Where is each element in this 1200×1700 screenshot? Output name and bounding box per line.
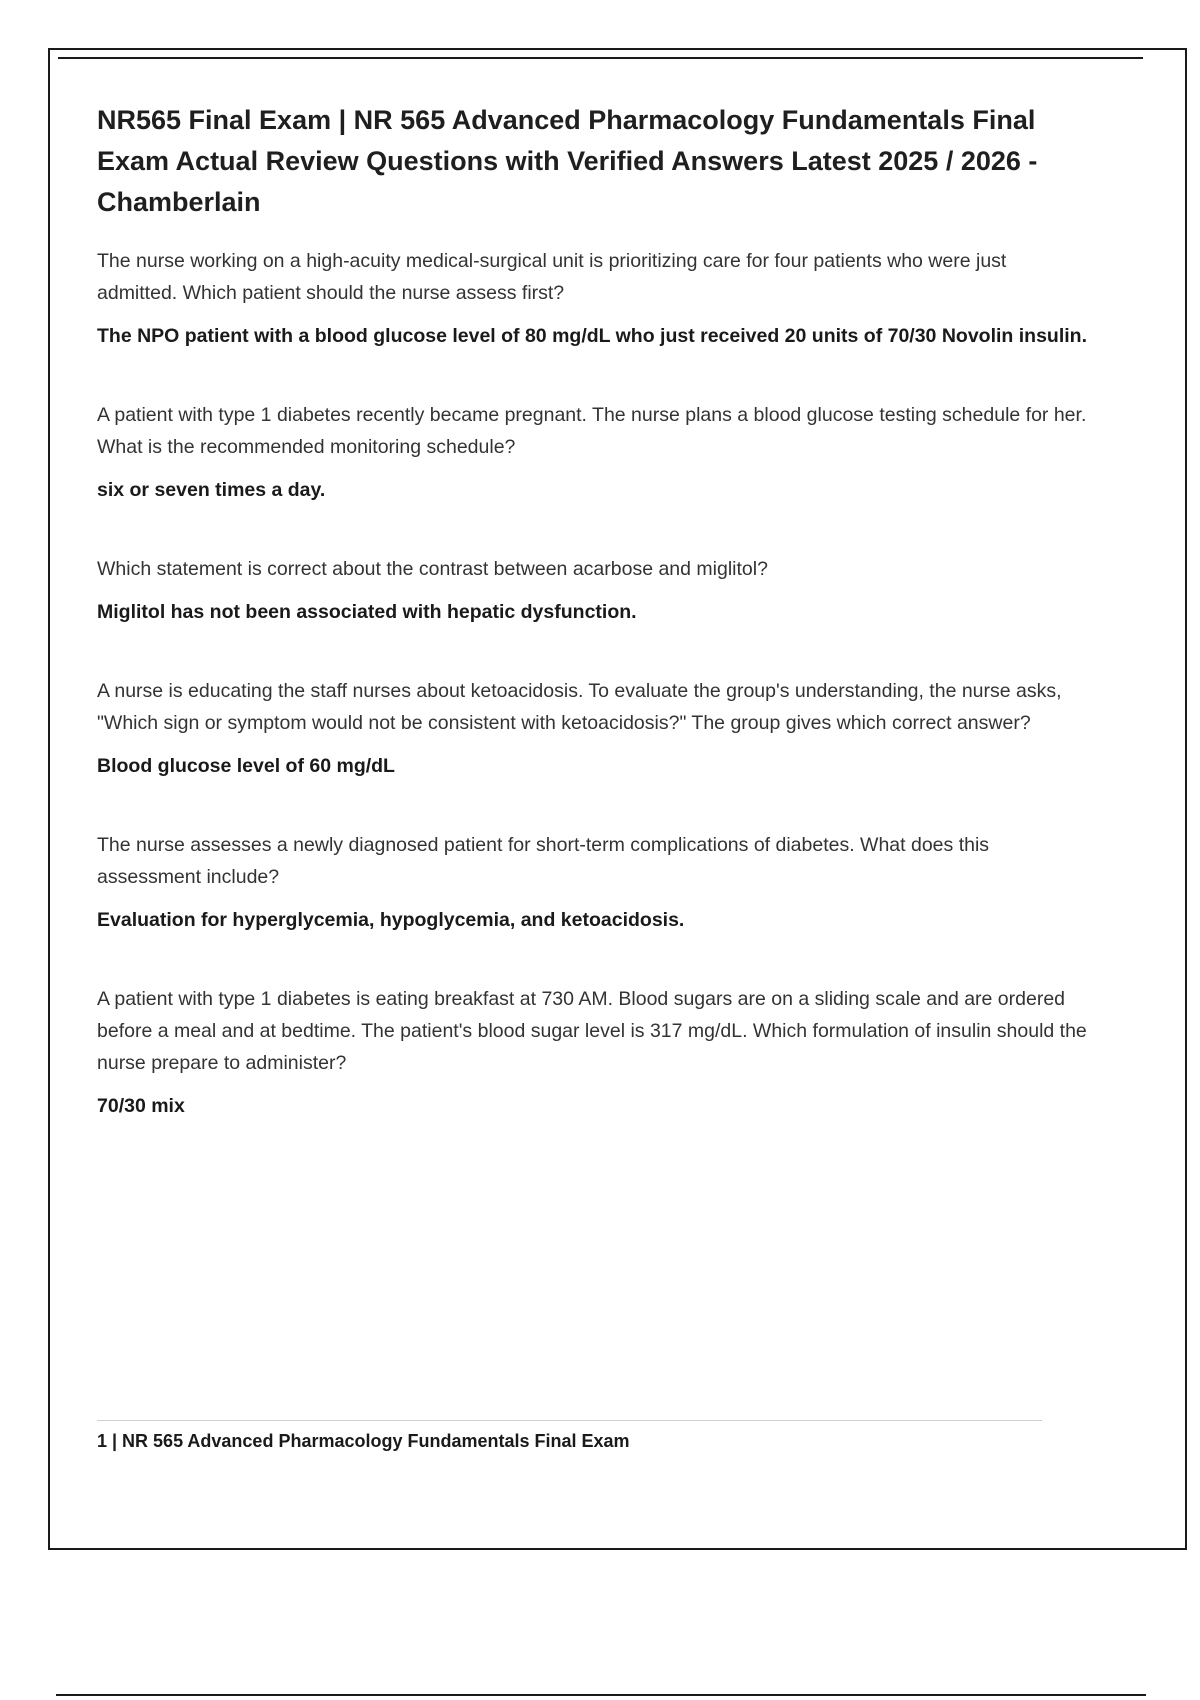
footer-divider xyxy=(97,1420,1042,1421)
document-body xyxy=(97,100,1087,1121)
qa-item-4 xyxy=(97,675,1087,781)
question-text: Which statement is correct about the contrast between acarbose and miglitol? xyxy=(97,558,768,580)
qa-item-5 xyxy=(97,829,1087,935)
answer-text: The NPO patient with a blood glucose level of 80 mg/dL who just received 20 units of 70/30 Novolin insulin. xyxy=(97,325,1087,347)
top-rule xyxy=(58,57,1143,59)
question-text: A patient with type 1 diabetes is eating breakfast at 730 AM. Blood sugars are on a sliding scale and are ordered before a meal and at bedtime. The patient's blood sugar level is 317 mg/dL. Which formulation of insulin should the nurse prepare to administer? xyxy=(97,988,1087,1074)
document-title: NR565 Final Exam | NR 565 Advanced Pharmacology Fundamentals Final Exam Actual Review Questions with Verified Answers Latest 2025 / 2026 - Chamberlain xyxy=(97,105,1038,217)
answer-text: Evaluation for hyperglycemia, hypoglycemia, and ketoacidosis. xyxy=(97,909,685,931)
qa-item-6 xyxy=(97,983,1087,1121)
qa-item-1 xyxy=(97,245,1087,351)
answer-text: Miglitol has not been associated with hepatic dysfunction. xyxy=(97,601,637,623)
question-text: A patient with type 1 diabetes recently became pregnant. The nurse plans a blood glucose testing schedule for her. What is the recommended monitoring schedule? xyxy=(97,404,1087,458)
qa-item-2 xyxy=(97,399,1087,505)
answer-text: six or seven times a day. xyxy=(97,479,326,501)
next-page-top-rule xyxy=(56,1694,1146,1696)
qa-item-3 xyxy=(97,553,1087,627)
question-text: The nurse assesses a newly diagnosed patient for short-term complications of diabetes. What does this assessment include? xyxy=(97,834,990,888)
question-text: The nurse working on a high-acuity medical-surgical unit is prioritizing care for four patients who were just admitted. Which patient should the nurse assess first? xyxy=(97,250,1007,304)
answer-text: 70/30 mix xyxy=(97,1095,185,1117)
page-footer: 1 | NR 565 Advanced Pharmacology Fundamentals Final Exam xyxy=(97,1431,630,1451)
answer-text: Blood glucose level of 60 mg/dL xyxy=(97,755,395,777)
question-text: A nurse is educating the staff nurses about ketoacidosis. To evaluate the group's understanding, the nurse asks, "Which sign or symptom would not be consistent with ketoacidosis?" The group gives which correct answer? xyxy=(97,680,1062,734)
